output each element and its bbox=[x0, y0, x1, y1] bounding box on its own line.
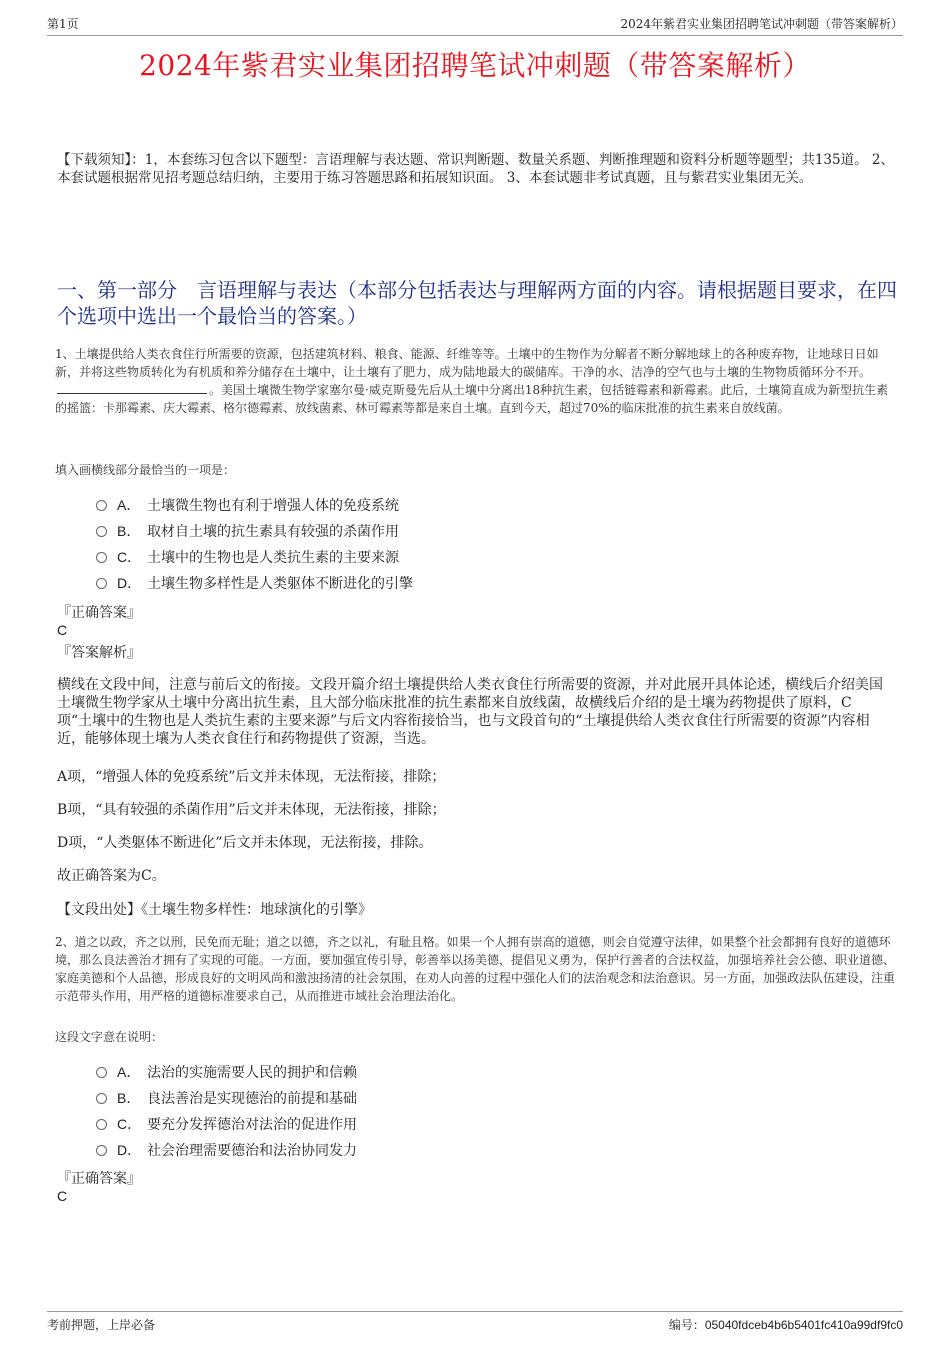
question-2-text: 2、道之以政，齐之以刑，民免而无耻；道之以德，齐之以礼，有耻且格。如果一个人拥有崇高的道德，则会自觉遵守法律，如果整个社会都拥有良好的道德环境，那么良法善治才拥有了实现的可能。一方面，要加强宣传引导，彰善举以扬美德，提倡见义勇为，保护行善者的合法权益，加强培养社会公德、职业道德、家庭美德和个人品德，形成良好的文明风尚和激浊扬清的社会氛围，在劝人向善的过程中强化人们的法治观念和法治意识。另一方面，加强政法队伍建设，注重示范带头作用，用严格的道德标准要求自己，从而推进市域社会治理法治化。 bbox=[55, 935, 896, 1003]
analysis-text: 横线在文段中间，注意与前后文的衔接。文段开篇介绍土壤提供给人类衣食住行所需要的资源，并对此展开具体论述，横线后介绍美国土壤微生物学家从土壤中分离出抗生素，且大部分临床批准的抗生素都来自放线菌，故横线后介绍的是土壤为药物提供了原料，C项“土壤中的生物也是人类抗生素的主要来源”与后文内容衔接恰当，也与文段首句的“土壤提供给人类衣食住行所需要的资源”内容相近，能够体现土壤为人类衣食住行和药物提供了资源，当选。 bbox=[57, 677, 883, 747]
radio-icon[interactable] bbox=[96, 526, 107, 537]
question-2-options bbox=[96, 1059, 357, 1163]
option-a[interactable]: A． 法治的实施需要人民的拥护和信赖 bbox=[96, 1059, 357, 1085]
radio-icon[interactable] bbox=[96, 1119, 107, 1130]
page-header bbox=[47, 12, 903, 36]
option-c[interactable]: C． 土壤中的生物也是人类抗生素的主要来源 bbox=[96, 544, 413, 570]
answer-label: 『正确答案』 bbox=[57, 1171, 141, 1187]
question-1-prompt: 填入画横线部分最恰当的一项是： bbox=[55, 463, 236, 477]
page-footer bbox=[47, 1311, 903, 1333]
question-2-prompt: 这段文字意在说明： bbox=[55, 1030, 164, 1044]
answer-blank bbox=[57, 381, 207, 394]
option-b[interactable]: B． 良法善治是实现德治的前提和基础 bbox=[96, 1085, 357, 1111]
correct-answer: C bbox=[57, 622, 68, 638]
analysis-option-a: A项，“增强人体的免疫系统”后文并未体现，无法衔接，排除； bbox=[57, 769, 446, 785]
document-code: 编号：05040fdceb4b6b5401fc410a99df9fc0 bbox=[668, 1318, 903, 1332]
option-b[interactable]: B． 取材自土壤的抗生素具有较强的杀菌作用 bbox=[96, 518, 413, 544]
correct-answer: C bbox=[57, 1188, 68, 1204]
analysis-conclusion: 故正确答案为C。 bbox=[57, 868, 166, 884]
radio-icon[interactable] bbox=[96, 552, 107, 563]
analysis-option-b: B项，“具有较强的杀菌作用”后文并未体现，无法衔接，排除； bbox=[57, 802, 446, 818]
answer-label: 『正确答案』 bbox=[57, 605, 141, 621]
page-title: 2024年紫君实业集团招聘笔试冲刺题（带答案解析） bbox=[139, 49, 811, 82]
option-d[interactable]: D． 土壤生物多样性是人类躯体不断进化的引擎 bbox=[96, 570, 413, 596]
radio-icon[interactable] bbox=[96, 1067, 107, 1078]
question-1-text bbox=[55, 345, 895, 417]
analysis-option-d: D项，“人类躯体不断进化”后文并未体现，无法衔接，排除。 bbox=[57, 835, 433, 851]
analysis-label: 『答案解析』 bbox=[57, 645, 141, 661]
page-number: 第1页 bbox=[47, 17, 79, 31]
option-a[interactable]: A． 土壤微生物也有利于增强人体的免疫系统 bbox=[96, 492, 413, 518]
section-title: 一、第一部分 言语理解与表达（本部分包括表达与理解两方面的内容。请根据题目要求，在四个选项中选出一个最恰当的答案。） bbox=[57, 278, 897, 328]
download-notice: 【下载须知】：1，本套练习包含以下题型：言语理解与表达题、常识判断题、数量关系题、判断推理题和资料分析题等题型；共135道。 2、本套试题根据常见招考题总结归纳，主要用于练习答题思路和拓展知识面。 3、本套试题非考试真题，且与紫君实业集团无关。 bbox=[57, 152, 894, 186]
header-doc-title: 2024年紫君实业集团招聘笔试冲刺题（带答案解析） bbox=[620, 17, 903, 31]
radio-icon[interactable] bbox=[96, 1145, 107, 1156]
question-1-options bbox=[96, 492, 413, 596]
question-1-text-before: 1、土壤提供给人类衣食住行所需要的资源，包括建筑材料、粮食、能源、纤维等等。土壤中的生物作为分解者不断分解地球上的各种废弃物，让地球日日如新，并将这些物质转化为有机质和养分储存在土壤中，让土壤有了肥力，成为陆地最大的碳储库。干净的水、洁净的空气也与土壤的生物物质循环分不开。 bbox=[55, 347, 879, 379]
option-c[interactable]: C． 要充分发挥德治对法治的促进作用 bbox=[96, 1111, 357, 1137]
radio-icon[interactable] bbox=[96, 500, 107, 511]
radio-icon[interactable] bbox=[96, 1093, 107, 1104]
question-1-text-after: 。美国土壤微生物学家塞尔曼·威克斯曼先后从土壤中分离出18种抗生素，包括链霉素和新霉素。此后，土壤简直成为新型抗生素的摇篮：卡那霉素、庆大霉素、格尔德霉素、放线菌素、林可霉素等都是来自土壤。直到今天，超过70%的临床批准的抗生素来自放线菌。 bbox=[55, 383, 889, 415]
radio-icon[interactable] bbox=[96, 578, 107, 589]
footer-slogan: 考前押题，上岸必备 bbox=[47, 1318, 156, 1332]
source: 【文段出处】《土壤生物多样性：地球演化的引擎》 bbox=[57, 902, 372, 918]
option-d[interactable]: D． 社会治理需要德治和法治协同发力 bbox=[96, 1137, 357, 1163]
